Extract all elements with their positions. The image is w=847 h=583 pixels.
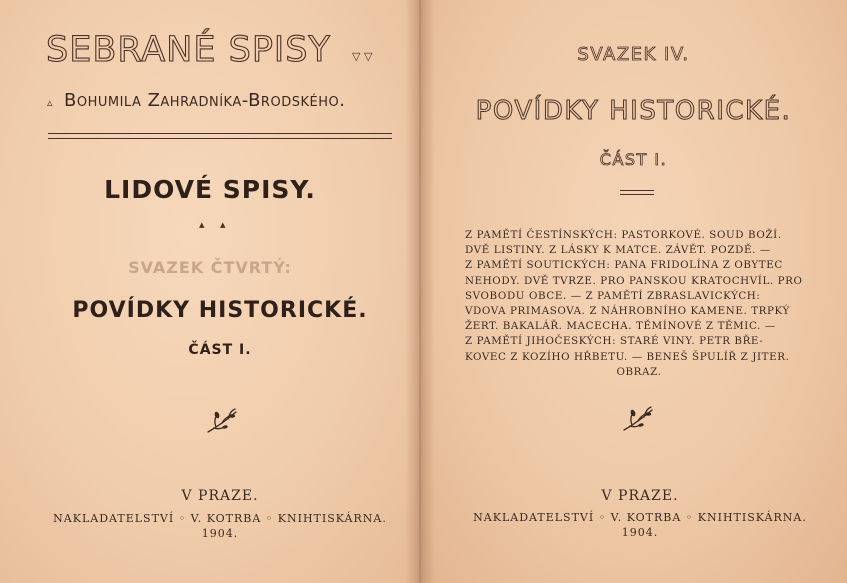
collection-mark: ▴ ▴: [199, 218, 232, 231]
floral-sprig-icon: [204, 406, 240, 436]
imprint-place-right: V PRAZE.: [601, 488, 679, 504]
part-label: ČÁST I.: [188, 342, 252, 358]
contents-line: SVOBODU OBCE. — Z PAMĚTÍ ZBRASLAVICKÝCH:: [465, 289, 761, 302]
volume-label: SVAZEK ČTVRTÝ:: [128, 258, 292, 277]
contents-line: Z PAMĚTÍ SOUTICKÝCH: PANA FRIDOLÍNA Z OBYTEC: [465, 259, 783, 272]
author-name: Bohumila Zahradníka-Brodského.: [64, 90, 346, 111]
contents-line: ŽERT. BAKALÁŘ. MACECHA. TĚMÍNOVÉ Z TĚMIC. —: [465, 320, 776, 333]
contents-line: Z PAMĚTÍ ČESTÍNSKÝCH: PASTORKOVÉ. SOUD BOŽÍ.: [465, 229, 782, 241]
contents-line: NEHODY. DVĚ TVRZE. PRO PANSKOU KRATOCHVÍL. PRO: [465, 274, 803, 287]
imprint-publisher: NAKLADATELSTVÍ ◦ V. KOTRBA ◦ KNIHTISKÁRNA.: [53, 512, 387, 525]
contents-line: Z PAMĚTÍ JIHOČESKÝCH: STARÉ VINY. PETR BŘE-: [465, 335, 764, 348]
contents-line: KOVEC Z KOZÍHO HŘBETU. — BENEŠ ŠPULÍŘ Z JITER.: [465, 350, 790, 363]
book-title: POVÍDKY HISTORICKÉ.: [72, 298, 368, 323]
series-title-mark: ▽ ▽: [352, 50, 373, 63]
contents-line: OBRAZ.: [616, 365, 662, 378]
contents-line: VDOVA PRIMASOVA. Z NÁHROBNÍHO KAMENE. TRPKÝ: [465, 305, 790, 318]
imprint-year: 1904.: [201, 527, 239, 540]
collection-title: LIDOVÉ SPISY.: [104, 175, 316, 204]
contents-line: DVĚ LISTINY. Z LÁSKY K MATCE. ZÁVĚT. POZDĚ. —: [465, 244, 771, 257]
imprint-place: V PRAZE.: [181, 488, 259, 504]
short-double-rule: [620, 190, 654, 195]
floral-sprig-icon: [620, 404, 656, 434]
part-label-right: ČÁST I.: [599, 150, 668, 169]
author-mark: ▵: [47, 96, 53, 109]
volume-heading: SVAZEK IV.: [577, 44, 690, 65]
imprint-year-right: 1904.: [621, 526, 659, 539]
double-rule: [48, 133, 392, 139]
table-of-contents: [465, 228, 813, 380]
series-title: SEBRANÉ SPISY: [46, 30, 331, 70]
book-title-right: POVÍDKY HISTORICKÉ.: [475, 96, 792, 126]
imprint-publisher-right: NAKLADATELSTVÍ ◦ V. KOTRBA ◦ KNIHTISKÁRNA.: [473, 511, 807, 524]
